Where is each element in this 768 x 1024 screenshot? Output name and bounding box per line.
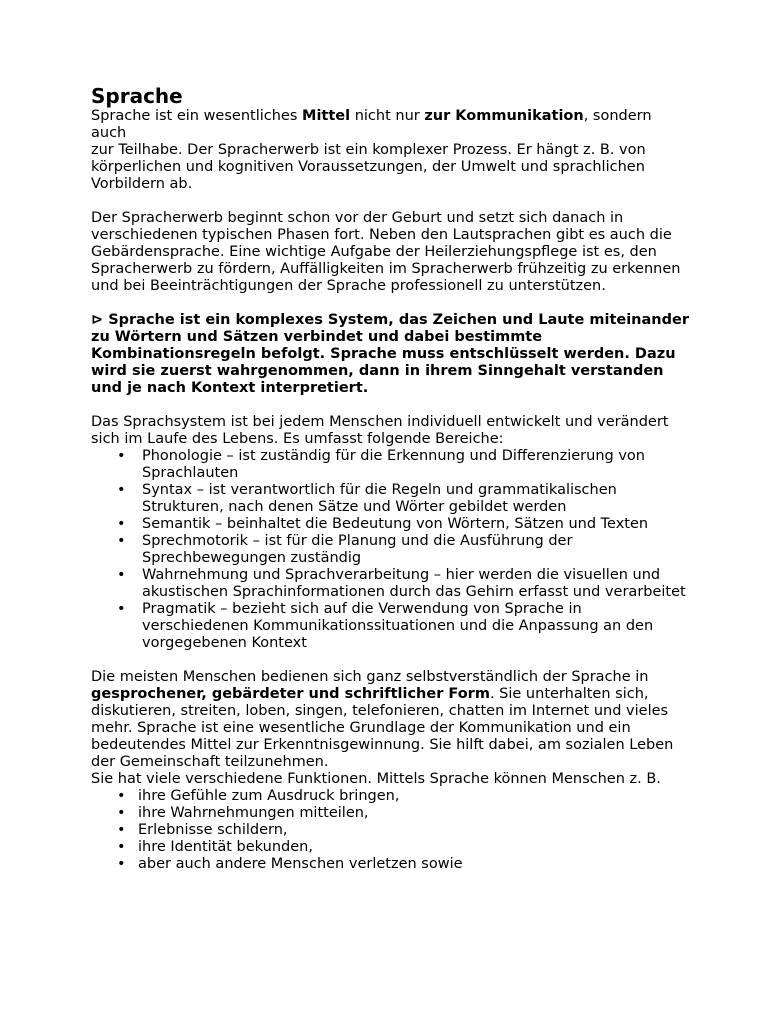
bullet-icon: • [117, 533, 126, 549]
list-item-text: Semantik – beinhaltet die Bedeutung von Wörtern, Sätzen und Texten [142, 516, 649, 532]
list-item-text: Syntax – ist verantwortlich für die Regeln und grammatikalischen Strukturen, nach denen Sätze und Wörter gebildet werden [142, 482, 617, 515]
intro-text-1: Sprache ist ein wesentliches [91, 108, 303, 124]
definition-bold-text: ⊳ Sprache ist ein komplexes System, das Zeichen und Laute miteinander zu Wörtern und Sätzen verbindet und dabei bestimmte Kombinationsregeln befolgt. Sprache muss entschlüsselt werden. Dazu wird sie zuerst wahrgenommen, dann in ihrem Sinngehalt verstanden und je nach Kontext interpretiert. [91, 312, 689, 396]
definition-highlight [91, 312, 691, 397]
usage-bold-forms: gesprochener, gebärdeter und schriftlicher Form [91, 686, 490, 702]
list-item [91, 788, 691, 805]
intro-paragraph [91, 108, 691, 193]
document-page [91, 84, 691, 873]
list-item-text: ihre Gefühle zum Ausdruck bringen, [138, 788, 400, 804]
list-item-text: Erlebnisse schildern, [138, 822, 288, 838]
list-item-text: ihre Wahrnehmungen mitteilen, [138, 805, 369, 821]
sprachsystem-paragraph: Das Sprachsystem ist bei jedem Menschen individuell entwickelt und verändert sich im Laufe des Lebens. Es umfasst folgende Bereiche: [91, 414, 669, 447]
intro-text-4: zur Teilhabe. Der Spracherwerb ist ein komplexer Prozess. Er hängt z. B. von körperlichen und kognitiven Voraussetzungen, der Umwelt und sprachlichen Vorbildern ab. [91, 142, 646, 192]
intro-bold-mittel: Mittel [302, 108, 351, 124]
bullet-icon: • [117, 839, 126, 855]
list-item [91, 839, 691, 856]
list-item-text: Pragmatik – bezieht sich auf die Verwendung von Sprache in verschiedenen Kommunikationssituationen und die Anpassung an den vorgegebenen Kontext [142, 601, 654, 651]
list-item [91, 822, 691, 839]
list-item-text: Wahrnehmung und Sprachverarbeitung – hier werden die visuellen und akustischen Sprachinformationen durch das Gehirn erfasst und verarbeitet [142, 567, 686, 600]
areas-list [91, 448, 691, 652]
bullet-icon: • [117, 601, 126, 617]
list-item [91, 516, 691, 533]
bullet-icon: • [117, 856, 126, 872]
intro-bold-kommunikation: zur Kommunikation [424, 108, 584, 124]
usage-paragraph [91, 669, 691, 788]
bullet-icon: • [117, 805, 126, 821]
usage-text-1: Die meisten Menschen bedienen sich ganz selbstverständlich der Sprache in [91, 669, 649, 685]
bullet-icon: • [117, 482, 126, 498]
intro-text-2: nicht nur [350, 108, 425, 124]
usage-text-2: . Sie unterhalten sich, diskutieren, streiten, loben, singen, telefonieren, chatten im Internet und vieles mehr. Sprache ist eine wesentliche Grundlage der Kommunikation und ein bedeutendes Mittel zur Erkenntnisgewinnung. Sie hilft dabei, am sozialen Leben der Gemeinschaft teilzunehmen. [91, 686, 674, 770]
list-item [91, 482, 691, 516]
bullet-icon: • [117, 448, 126, 464]
list-item [91, 601, 691, 652]
bullet-icon: • [117, 788, 126, 804]
list-item-text: Phonologie – ist zuständig für die Erkennung und Differenzierung von Sprachlauten [142, 448, 645, 481]
list-item [91, 567, 691, 601]
bullet-icon: • [117, 516, 126, 532]
usage-text-3: Sie hat viele verschiedene Funktionen. Mittels Sprache können Menschen z. B. [91, 771, 661, 787]
spracherwerb-paragraph: Der Spracherwerb beginnt schon vor der Geburt und setzt sich danach in verschiedenen typischen Phasen fort. Neben den Lautsprachen gibt es auch die Gebärdensprache. Eine wichtige Aufgabe der Heilerziehungspflege ist es, den Spracherwerb zu fördern, Auffälligkeiten im Spracherwerb frühzeitig zu erkennen und bei Beeinträchtigungen der Sprache professionell zu unterstützen. [91, 210, 681, 294]
intro-text-3: , sondern auch [91, 108, 652, 141]
list-item [91, 533, 691, 567]
list-item [91, 448, 691, 482]
bullet-icon: • [117, 567, 126, 583]
list-item [91, 856, 691, 873]
list-item-text: aber auch andere Menschen verletzen sowie [138, 856, 463, 872]
list-item-text: ihre Identität bekunden, [138, 839, 313, 855]
list-item [91, 805, 691, 822]
list-item-text: Sprechmotorik – ist für die Planung und die Ausführung der Sprechbewegungen zuständig [142, 533, 573, 566]
bullet-icon: • [117, 822, 126, 838]
page-title: Sprache [91, 84, 183, 108]
functions-list [91, 788, 691, 873]
